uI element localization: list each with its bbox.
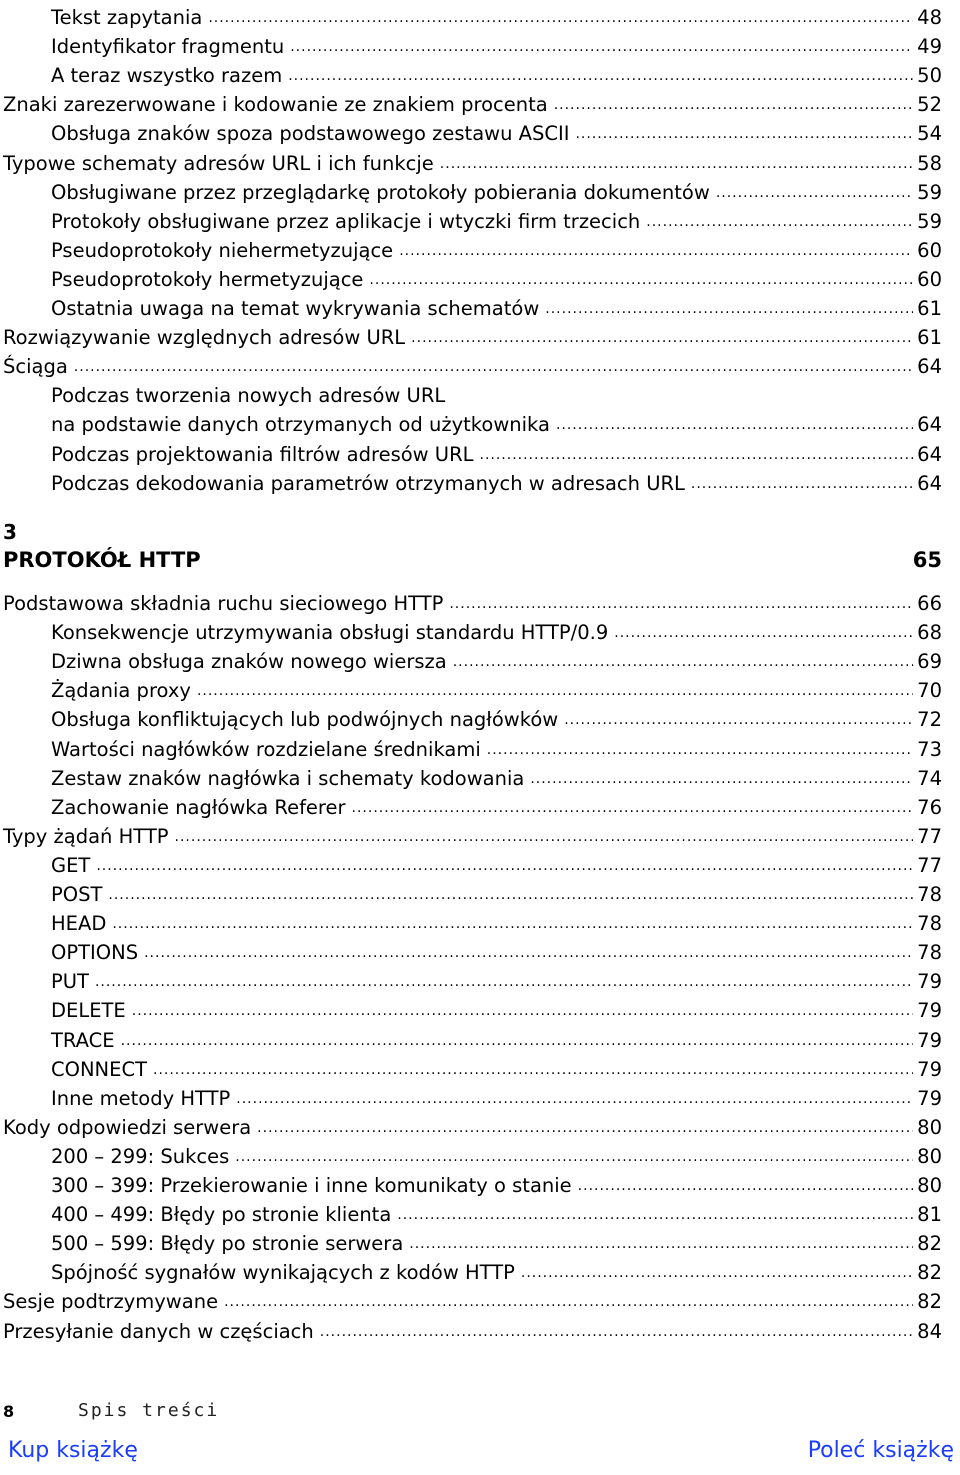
toc-dot-leader	[112, 917, 913, 931]
toc-dot-leader	[614, 626, 913, 640]
toc-entry-title: na podstawie danych otrzymanych od użytkownika	[51, 413, 550, 437]
toc-entry-page: 77	[917, 824, 942, 848]
toc-dot-leader	[320, 1325, 913, 1339]
toc-entry-page: 76	[917, 795, 942, 819]
toc-dot-leader	[290, 40, 913, 54]
toc-entry-page: 61	[917, 297, 942, 320]
toc-dot-leader	[521, 1266, 913, 1280]
toc-entry	[0, 702, 942, 731]
toc-dot-leader	[257, 1121, 913, 1135]
toc-entry-page: 64	[917, 413, 942, 437]
toc-entry-page: 79	[917, 1028, 942, 1052]
toc-entry-title: Obsługa znaków spoza podstawowego zestawu ASCII	[51, 122, 570, 146]
toc-entry-page: 72	[917, 708, 942, 732]
toc-entry-page: 79	[917, 1057, 942, 1081]
toc-entry-page: 80	[917, 1115, 942, 1139]
toc-entry	[0, 993, 942, 1022]
toc-entry	[0, 1023, 942, 1052]
toc-entry-title: Podstawowa składnia ruchu sieciowego HTTP	[3, 592, 444, 615]
toc-dot-leader	[440, 157, 913, 171]
toc-dot-leader	[175, 830, 914, 844]
toc-entry-page: 64	[917, 355, 942, 379]
toc-dot-leader	[132, 1004, 913, 1018]
toc-entry-title: Pseudoprotokoły hermetyzujące	[51, 267, 364, 291]
toc-entry	[0, 320, 942, 349]
toc-entry-title: Protokoły obsługiwane przez aplikacje i wtyczki firm trzecich	[51, 209, 641, 233]
toc-dot-leader	[352, 801, 914, 815]
toc-dot-leader	[480, 448, 914, 462]
toc-entry-title: Typy żądań HTTP	[3, 824, 169, 848]
toc-entry-title: DELETE	[51, 999, 126, 1023]
toc-entry-page: 79	[917, 999, 942, 1023]
toc-entry	[0, 466, 942, 495]
toc-entry-title: Spójność sygnałów wynikających z kodów HTTP	[51, 1261, 515, 1285]
toc-dot-leader	[556, 418, 913, 432]
toc-entry-title: PUT	[51, 970, 89, 994]
toc-entry-title: OPTIONS	[51, 941, 139, 965]
toc-entry	[0, 877, 942, 906]
buy-book-link[interactable]: Kup książkę	[8, 1438, 138, 1463]
toc-dot-leader	[453, 655, 913, 669]
toc-entry-page: 78	[917, 883, 942, 906]
toc-entry-page: 82	[917, 1232, 942, 1256]
toc-dot-leader	[224, 1295, 913, 1309]
toc-entry-page: 84	[917, 1319, 942, 1343]
toc-entry	[0, 29, 942, 58]
toc-entry-page: 59	[917, 209, 942, 233]
footer-page-number: 8	[3, 1402, 15, 1421]
toc-dot-leader	[369, 273, 913, 287]
toc-entry	[0, 615, 942, 644]
toc-entry-title: Zestaw znaków nagłówka i schematy kodowania	[51, 766, 525, 790]
toc-entry-page: 82	[917, 1261, 942, 1285]
toc-entry-title: Sesje podtrzymywane	[3, 1290, 219, 1314]
toc-dot-leader	[197, 684, 913, 698]
toc-dot-leader	[575, 127, 913, 141]
chapter-page: 65	[912, 548, 942, 572]
toc-entry	[0, 116, 942, 145]
toc-entry	[0, 732, 942, 761]
toc-dot-leader	[399, 244, 913, 258]
chapter-title: PROTOKÓŁ HTTP	[3, 548, 201, 572]
toc-entry	[0, 819, 942, 848]
toc-entry-title: Kody odpowiedzi serwera	[3, 1115, 252, 1139]
chapter-number: 3	[3, 520, 17, 544]
toc-entry-page: 82	[917, 1290, 942, 1314]
toc-entry-page: 66	[917, 592, 942, 615]
toc-dot-leader	[716, 186, 913, 200]
toc-entry-title: Ściąga	[3, 355, 68, 379]
toc-entry	[0, 146, 942, 175]
toc-entry	[0, 291, 942, 320]
toc-entry-title: Konsekwencje utrzymywania obsługi standardu HTTP/0.9	[51, 621, 609, 645]
toc-entry-title: CONNECT	[51, 1057, 147, 1081]
toc-dot-leader	[487, 743, 913, 757]
toc-entry	[0, 848, 942, 877]
toc-entry	[0, 233, 942, 262]
toc-dot-leader	[578, 1179, 914, 1193]
toc-entry	[0, 586, 942, 615]
toc-entry-page: 69	[917, 650, 942, 674]
toc-entry	[0, 1314, 942, 1343]
toc-entry	[0, 262, 942, 291]
toc-entry-title: Typowe schematy adresów URL i ich funkcje	[3, 151, 434, 175]
toc-entry-title: TRACE	[51, 1028, 115, 1052]
toc-entry-title: Przesyłanie danych w częściach	[3, 1319, 314, 1343]
toc-entry	[0, 1081, 942, 1110]
toc-entry-page: 79	[917, 1086, 942, 1110]
toc-entry	[0, 1139, 942, 1168]
toc-dot-leader	[397, 1208, 913, 1222]
toc-dot-leader	[208, 11, 913, 25]
toc-entry-page: 80	[917, 1144, 942, 1168]
toc-entry-page: 73	[917, 737, 942, 761]
toc-entry-title: A teraz wszystko razem	[51, 64, 283, 88]
toc-dot-leader	[564, 713, 913, 727]
toc-entry-title: Wartości nagłówków rozdzielane średnikami	[51, 737, 481, 761]
toc-entry-title: GET	[51, 853, 91, 877]
toc-dot-leader	[236, 1092, 913, 1106]
toc-entry	[0, 906, 942, 935]
toc-entry	[0, 964, 942, 993]
toc-entry-page: 78	[917, 941, 942, 965]
toc-entry-page: 64	[917, 442, 942, 466]
toc-entry-title: Obsługiwane przez przeglądarkę protokoły pobierania dokumentów	[51, 180, 710, 204]
toc-entry	[0, 1110, 942, 1139]
toc-entry	[0, 935, 942, 964]
toc-dot-leader	[411, 331, 913, 345]
toc-entry-title: Identyfikator fragmentu	[51, 35, 285, 59]
toc-entry	[0, 1168, 942, 1197]
toc-entry-title: Ostatnia uwaga na temat wykrywania schematów	[51, 297, 540, 320]
toc-entry-page: 54	[917, 122, 942, 146]
toc-entry-page: 64	[917, 471, 942, 495]
toc-entry-title: Rozwiązywanie względnych adresów URL	[3, 326, 406, 350]
footer-section-title: Spis treści	[78, 1400, 220, 1421]
toc-entry	[0, 1284, 942, 1313]
toc-entry-page: 78	[917, 912, 942, 936]
toc-entry	[0, 437, 942, 466]
toc-entry-page: 48	[917, 6, 942, 29]
toc-entry	[0, 1226, 942, 1255]
toc-entry-title: 500 – 599: Błędy po stronie serwera	[51, 1232, 404, 1256]
toc-dot-leader	[144, 946, 913, 960]
toc-entry	[0, 0, 942, 29]
toc-dot-leader	[235, 1150, 913, 1164]
toc-entry-title: Zachowanie nagłówka Referer	[51, 795, 346, 819]
toc-entry-title: Żądania proxy	[51, 679, 191, 703]
toc-entry-title: Dziwna obsługa znaków nowego wiersza	[51, 650, 447, 674]
toc-entry	[0, 1197, 942, 1226]
toc-dot-leader	[95, 975, 913, 989]
toc-dot-leader	[121, 1034, 914, 1048]
toc-dot-leader	[74, 360, 913, 374]
toc-entry-page: 59	[917, 180, 942, 204]
toc-entry-title: Pseudoprotokoły niehermetyzujące	[51, 238, 394, 262]
toc-dot-leader	[554, 98, 913, 112]
toc-entry	[0, 407, 942, 436]
toc-entry-page: 58	[917, 151, 942, 175]
toc-dot-leader	[409, 1237, 913, 1251]
toc-entry	[0, 349, 942, 378]
toc-entry-title: 200 – 299: Sukces	[51, 1144, 230, 1168]
toc-entry-page: 81	[917, 1203, 942, 1227]
toc-entry	[0, 1052, 942, 1081]
toc-entry-page: 61	[917, 326, 942, 350]
toc-entry-page: 50	[917, 64, 942, 88]
toc-dot-leader	[545, 302, 913, 316]
toc-entry-page: 80	[917, 1174, 942, 1197]
toc-entry	[0, 204, 942, 233]
toc-entry	[0, 644, 942, 673]
toc-entry-title: Podczas dekodowania parametrów otrzymanych w adresach URL	[51, 471, 685, 495]
toc-entry-title: HEAD	[51, 912, 107, 936]
toc-entry-title: POST	[51, 883, 103, 906]
toc-entry	[0, 673, 942, 702]
toc-entry	[0, 1255, 942, 1284]
toc-dot-leader	[449, 597, 913, 611]
toc-dot-leader	[153, 1063, 913, 1077]
toc-entry	[0, 87, 942, 116]
toc-entry-title: Obsługa konfliktujących lub podwójnych nagłówków	[51, 708, 559, 732]
toc-entry-page: 74	[917, 766, 942, 790]
toc-dot-leader	[108, 888, 913, 902]
toc-entry-page: 79	[917, 970, 942, 994]
toc-entry-page: 70	[917, 679, 942, 703]
toc-entry-title: 300 – 399: Przekierowanie i inne komunikaty o stanie	[51, 1174, 572, 1197]
recommend-book-link[interactable]: Poleć książkę	[807, 1438, 954, 1463]
toc-entry	[0, 175, 942, 204]
toc-entry-title: Podczas tworzenia nowych adresów URL	[51, 384, 446, 408]
toc-entry-title: Tekst zapytania	[51, 6, 203, 29]
toc-entry	[0, 790, 942, 819]
chapter-heading	[3, 548, 942, 572]
toc-entry-page: 77	[917, 853, 942, 877]
toc-entry	[0, 378, 942, 407]
toc-entry	[0, 761, 942, 790]
toc-dot-leader	[691, 477, 913, 491]
toc-entry-page: 68	[917, 621, 942, 645]
toc-entry	[0, 58, 942, 87]
toc-entry-title: Znaki zarezerwowane i kodowanie ze znakiem procenta	[3, 93, 548, 117]
toc-dot-leader	[530, 772, 913, 786]
toc-entry-page: 52	[917, 93, 942, 117]
toc-dot-leader	[96, 859, 913, 873]
toc-entry-title: 400 – 499: Błędy po stronie klienta	[51, 1203, 392, 1227]
toc-dot-leader	[288, 69, 913, 83]
toc-entry-title: Podczas projektowania filtrów adresów URL	[51, 442, 474, 466]
toc-entry-title: Inne metody HTTP	[51, 1086, 231, 1110]
toc-entry-page: 60	[917, 238, 942, 262]
toc-dot-leader	[646, 215, 913, 229]
toc-entry-page: 49	[917, 35, 942, 59]
toc-entry-page: 60	[917, 267, 942, 291]
